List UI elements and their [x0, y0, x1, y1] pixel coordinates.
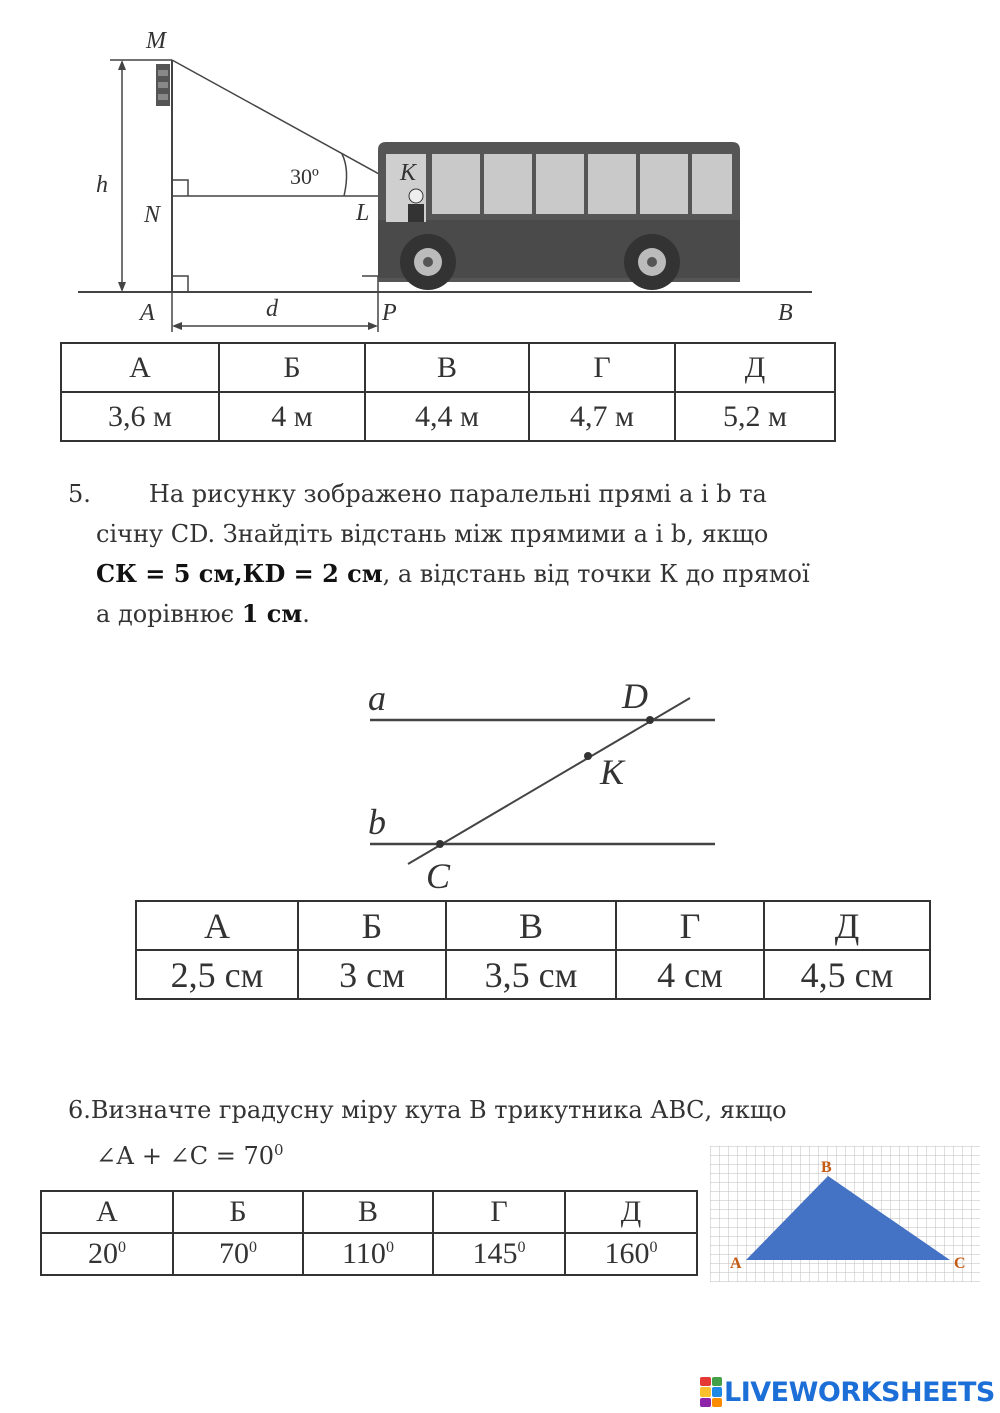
label-L: L: [356, 200, 370, 226]
answer-table-2: [135, 900, 931, 1000]
table3-header-cell: Д: [565, 1191, 697, 1233]
liveworksheets-icon: [700, 1377, 722, 1407]
degree-sup: 0: [249, 1239, 257, 1256]
table1-value-cell[interactable]: 3,6 м: [61, 392, 219, 441]
table3-value-cell[interactable]: [173, 1233, 303, 1275]
question-5-line-4: а дорівнює: [96, 600, 242, 628]
label-b: b: [368, 802, 386, 842]
table2-value-cell[interactable]: 3 см: [298, 950, 446, 999]
table1-value-cell[interactable]: 4 м: [219, 392, 365, 441]
table2-header-cell: Г: [616, 901, 764, 950]
label-a: a: [368, 678, 386, 718]
question-6-number: 6.: [68, 1096, 91, 1124]
table1-value-cell[interactable]: 4,4 м: [365, 392, 529, 441]
label-D: D: [622, 676, 648, 716]
label-M: M: [146, 28, 166, 54]
vertex-label-B: B: [821, 1159, 832, 1176]
table1-value-cell[interactable]: 5,2 м: [675, 392, 835, 441]
degree-sup: 0: [118, 1239, 126, 1256]
label-B: B: [778, 300, 793, 326]
table3-value: 70: [219, 1237, 249, 1270]
table1-header-cell: В: [365, 343, 529, 392]
table3-value-cell[interactable]: [433, 1233, 565, 1275]
label-A: A: [140, 300, 155, 326]
question-6-degree: 0: [274, 1141, 284, 1159]
label-K: K: [400, 160, 417, 186]
table1-header-cell: Б: [219, 343, 365, 392]
question-5-line-2: січну CD. Знайдіть відстань між прямими a і b, якщо: [96, 520, 769, 548]
liveworksheets-text: LIVEWORKSHEETS: [724, 1376, 995, 1408]
question-5-text: [68, 474, 968, 634]
vertex-label-A: A: [730, 1255, 742, 1272]
table3-value: 110: [342, 1237, 386, 1270]
table3-header-cell: А: [41, 1191, 173, 1233]
table1-header-cell: Д: [675, 343, 835, 392]
bus-figure: [60, 20, 830, 340]
table3-value: 160: [604, 1237, 650, 1270]
question-5-number: 5.: [68, 480, 91, 508]
table2-value-cell[interactable]: 2,5 см: [136, 950, 298, 999]
label-K: K: [600, 752, 625, 792]
table3-header-cell: Г: [433, 1191, 565, 1233]
table3-value: 20: [88, 1237, 118, 1270]
label-C: C: [426, 856, 451, 896]
table3-value-cell[interactable]: [565, 1233, 697, 1275]
degree-sup: 0: [517, 1239, 526, 1256]
table2-header-cell: Д: [764, 901, 930, 950]
vertex-label-C: C: [954, 1255, 966, 1272]
liveworksheets-logo: [700, 1372, 1000, 1412]
question-5-distance: 1 см: [241, 599, 303, 628]
table3-value-cell[interactable]: [41, 1233, 173, 1275]
answer-table-3: [40, 1190, 698, 1276]
triangle-figure: [710, 1146, 980, 1282]
question-5-period: .: [302, 600, 310, 628]
table3-value-cell[interactable]: [303, 1233, 433, 1275]
table2-header-cell: А: [136, 901, 298, 950]
question-5-given-values: СК = 5 см,КD = 2 см: [96, 559, 383, 588]
table3-header-cell: Б: [173, 1191, 303, 1233]
table2-value-cell[interactable]: 3,5 см: [446, 950, 616, 999]
table1-value-cell[interactable]: 4,7 м: [529, 392, 675, 441]
label-h: h: [96, 172, 108, 198]
label-d: d: [266, 296, 278, 322]
bus-image: [378, 142, 740, 290]
degree-sup: 0: [385, 1239, 394, 1256]
answer-table-1: [60, 342, 836, 442]
question-6-line-2: ∠А + ∠С = 70: [96, 1142, 275, 1170]
parallel-lines-figure: [360, 668, 730, 896]
table2-header-cell: Б: [298, 901, 446, 950]
question-5-line-3: , а відстань від точки К до прямої: [382, 560, 810, 588]
label-N: N: [144, 202, 161, 228]
table1-header-cell: Г: [529, 343, 675, 392]
table2-value-cell[interactable]: 4 см: [616, 950, 764, 999]
degree-sup: 0: [649, 1239, 658, 1256]
question-6-line-1: Визначте градусну міру кута В трикутника АВС, якщо: [90, 1096, 787, 1124]
table3-header-cell: В: [303, 1191, 433, 1233]
table1-header-cell: А: [61, 343, 219, 392]
table2-value-cell[interactable]: 4,5 см: [764, 950, 930, 999]
label-P: P: [382, 300, 397, 326]
question-5-line-1: На рисунку зображено паралельні прямі a і b та: [148, 480, 767, 508]
table2-header-cell: В: [446, 901, 616, 950]
table3-value: 145: [472, 1237, 518, 1270]
label-angle: 30º: [290, 164, 319, 189]
